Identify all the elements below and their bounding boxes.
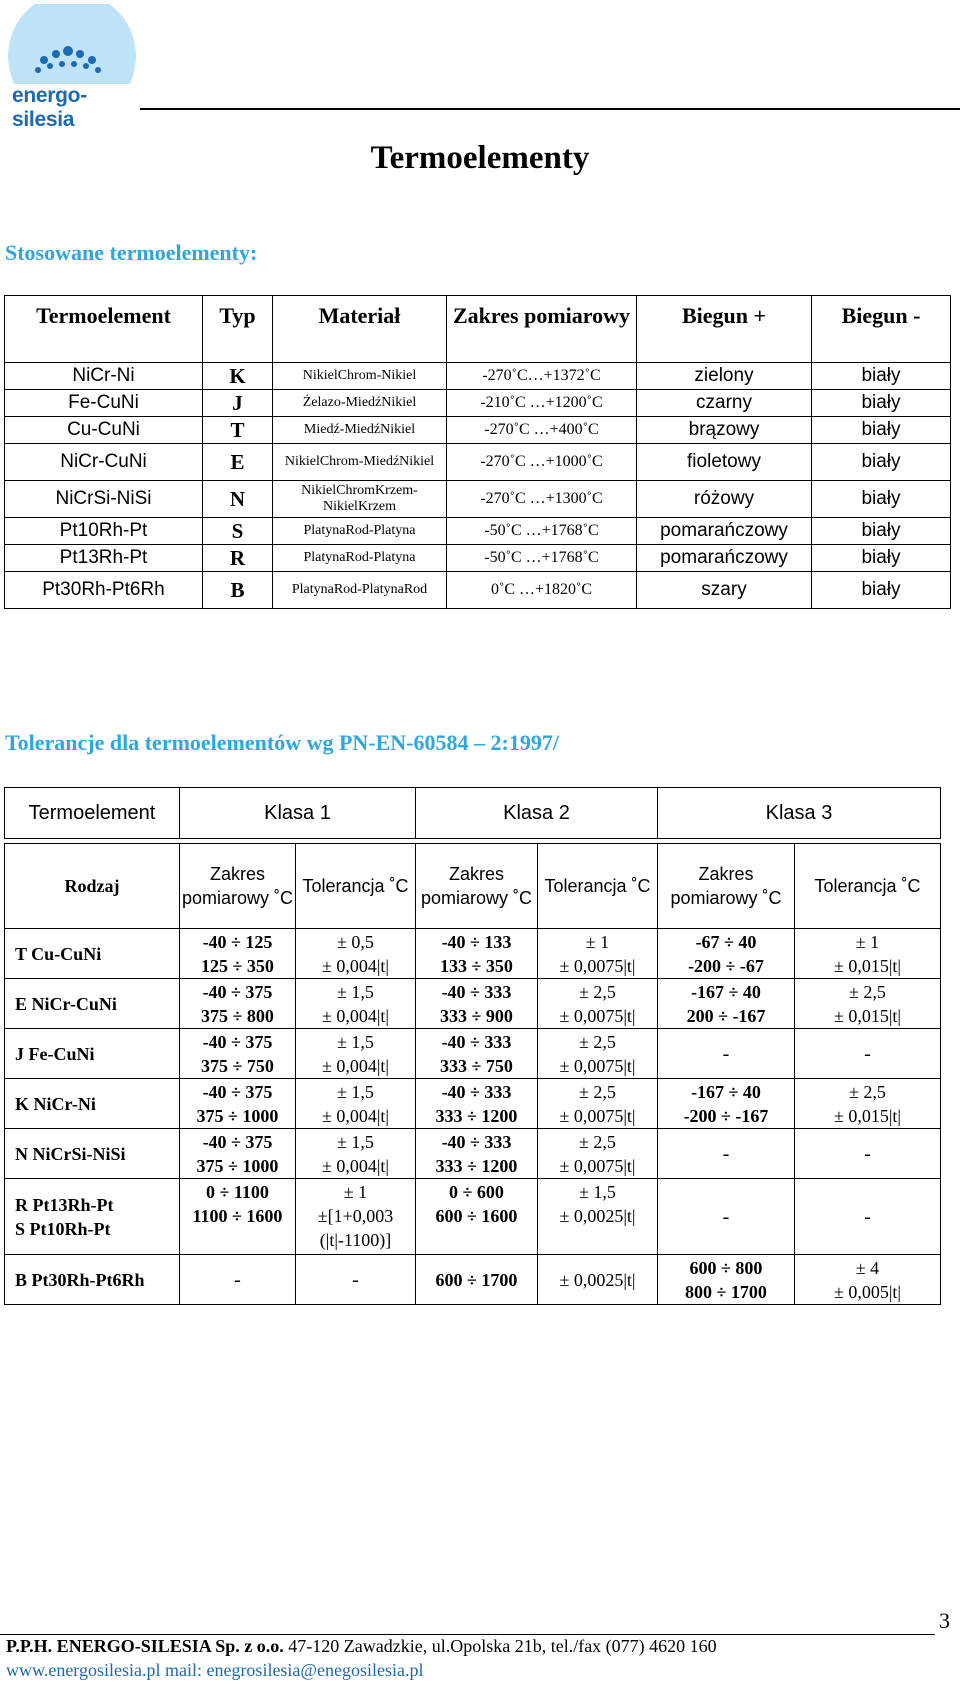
cell-pole-minus: biały	[812, 545, 951, 572]
table-row	[5, 1029, 941, 1079]
cell-type: K	[203, 363, 273, 390]
table-row	[5, 518, 951, 545]
cell-tolerance-class3: -	[795, 1179, 941, 1255]
cell-range-class2: -40 ÷ 333 333 ÷ 900	[416, 979, 538, 1029]
cell-pole-plus: pomarańczowy	[637, 545, 812, 572]
cell-range-class3: -	[658, 1029, 795, 1079]
cell-pole-minus: biały	[812, 481, 951, 518]
tolerance-table	[4, 787, 941, 1305]
cell-range: -270˚C …+1300˚C	[447, 481, 637, 518]
header-class-1: Klasa 1	[180, 788, 416, 839]
header-rule	[140, 108, 960, 110]
table-row	[5, 929, 941, 979]
footer-address: 47-120 Zawadzkie, ul.Opolska 21b, tel./fax (077) 4620 160	[283, 1636, 717, 1656]
thermocouple-table-header	[5, 296, 951, 363]
table-row	[5, 417, 951, 444]
footer-address-line	[6, 1636, 717, 1657]
cell-material: PlatynaRod-PlatynaRod	[273, 572, 447, 609]
subheader-tolerance: Tolerancja ˚C	[795, 844, 941, 929]
cell-type: T	[203, 417, 273, 444]
column-header: Zakres pomiarowy	[447, 296, 637, 363]
cell-pole-minus: biały	[812, 417, 951, 444]
cell-name: Pt10Rh-Pt	[5, 518, 203, 545]
thermocouple-table	[4, 295, 951, 609]
cell-type: R	[203, 545, 273, 572]
cell-tolerance-class2: ± 2,5 ± 0,0075|t|	[538, 1079, 658, 1129]
subheader-tolerance: Tolerancja ˚C	[296, 844, 416, 929]
section-heading-thermocouples: Stosowane termoelementy:	[5, 240, 258, 265]
cell-name: NiCrSi-NiSi	[5, 481, 203, 518]
cell-tolerance-class2: ± 2,5 ± 0,0075|t|	[538, 979, 658, 1029]
cell-tolerance-class3: -	[795, 1129, 941, 1179]
cell-tolerance-class1: ± 1,5 ± 0,004|t|	[296, 1029, 416, 1079]
cell-pole-minus: biały	[812, 444, 951, 481]
cell-range-class3: 600 ÷ 800 800 ÷ 1700	[658, 1255, 795, 1305]
header-class-2: Klasa 2	[416, 788, 658, 839]
cell-range-class2: -40 ÷ 333 333 ÷ 750	[416, 1029, 538, 1079]
cell-tolerance-class3: -	[795, 1029, 941, 1079]
table-row	[5, 572, 951, 609]
cell-tolerance-class1: -	[296, 1255, 416, 1305]
logo-graphic	[4, 4, 139, 84]
cell-material: Miedź-MiedźNikiel	[273, 417, 447, 444]
header-thermocouple: Termoelement	[5, 788, 180, 839]
cell-range-class3: -167 ÷ 40 -200 ÷ -167	[658, 1079, 795, 1129]
cell-range: -50˚C …+1768˚C	[447, 518, 637, 545]
column-header: Typ	[203, 296, 273, 363]
cell-kind: K NiCr-Ni	[5, 1079, 180, 1129]
cell-pole-minus: biały	[812, 390, 951, 417]
cell-tolerance-class1: ± 1,5 ± 0,004|t|	[296, 979, 416, 1029]
cell-tolerance-class1: ± 1,5 ± 0,004|t|	[296, 1129, 416, 1179]
cell-range-class2: -40 ÷ 333 333 ÷ 1200	[416, 1129, 538, 1179]
cell-tolerance-class2: ± 2,5 ± 0,0075|t|	[538, 1029, 658, 1079]
cell-type: B	[203, 572, 273, 609]
cell-kind: T Cu-CuNi	[5, 929, 180, 979]
cell-pole-plus: pomarańczowy	[637, 518, 812, 545]
cell-tolerance-class1: ± 1,5 ± 0,004|t|	[296, 1079, 416, 1129]
column-header: Biegun +	[637, 296, 812, 363]
cell-range-class1: -	[180, 1255, 296, 1305]
tolerance-subheader	[5, 844, 941, 929]
cell-range-class3: -167 ÷ 40 200 ÷ -167	[658, 979, 795, 1029]
cell-name: NiCr-Ni	[5, 363, 203, 390]
cell-range-class3: -67 ÷ 40 -200 ÷ -67	[658, 929, 795, 979]
footer-rule	[0, 1634, 935, 1635]
cell-range: -50˚C …+1768˚C	[447, 545, 637, 572]
cell-range-class1: 0 ÷ 1100 1100 ÷ 1600	[180, 1179, 296, 1255]
cell-material: NikielChrom-Nikiel	[273, 363, 447, 390]
cell-range-class1: -40 ÷ 125 125 ÷ 350	[180, 929, 296, 979]
cell-tolerance-class2: ± 2,5 ± 0,0075|t|	[538, 1129, 658, 1179]
cell-kind: J Fe-CuNi	[5, 1029, 180, 1079]
cell-tolerance-class2: ± 0,0025|t|	[538, 1255, 658, 1305]
cell-range-class2: 600 ÷ 1700	[416, 1255, 538, 1305]
cell-tolerance-class1: ± 0,5 ± 0,004|t|	[296, 929, 416, 979]
subheader-tolerance: Tolerancja ˚C	[538, 844, 658, 929]
cell-pole-plus: fioletowy	[637, 444, 812, 481]
section-heading-tolerances: Tolerancje dla termoelementów wg PN-EN-60584 – 2:1997/	[5, 730, 559, 755]
column-header: Termoelement	[5, 296, 203, 363]
cell-material: NikielChrom-MiedźNikiel	[273, 444, 447, 481]
cell-pole-plus: zielony	[637, 363, 812, 390]
header-class-3: Klasa 3	[658, 788, 941, 839]
cell-range-class3: -	[658, 1129, 795, 1179]
logo-text: energo-silesia	[12, 84, 87, 131]
cell-tolerance-class2: ± 1,5 ± 0,0025|t|	[538, 1179, 658, 1255]
cell-kind: E NiCr-CuNi	[5, 979, 180, 1029]
cell-range: 0˚C …+1820˚C	[447, 572, 637, 609]
table-row	[5, 1179, 941, 1255]
cell-pole-plus: szary	[637, 572, 812, 609]
subheader-range: Zakres pomiarowy ˚C	[658, 844, 795, 929]
column-header: Materiał	[273, 296, 447, 363]
cell-pole-plus: różowy	[637, 481, 812, 518]
cell-tolerance-class3: ± 4 ± 0,005|t|	[795, 1255, 941, 1305]
table-row	[5, 1129, 941, 1179]
cell-tolerance-class3: ± 2,5 ± 0,015|t|	[795, 1079, 941, 1129]
cell-kind: N NiCrSi-NiSi	[5, 1129, 180, 1179]
table-row	[5, 390, 951, 417]
cell-tolerance-class3: ± 1 ± 0,015|t|	[795, 929, 941, 979]
cell-material: NikielChromKrzem-NikielKrzem	[273, 481, 447, 518]
cell-range-class1: -40 ÷ 375 375 ÷ 800	[180, 979, 296, 1029]
cell-kind: R Pt13Rh-Pt S Pt10Rh-Pt	[5, 1179, 180, 1255]
table-row	[5, 363, 951, 390]
cell-type: N	[203, 481, 273, 518]
cell-range-class2: -40 ÷ 333 333 ÷ 1200	[416, 1079, 538, 1129]
cell-range: -210˚C …+1200˚C	[447, 390, 637, 417]
cell-range: -270˚C …+400˚C	[447, 417, 637, 444]
cell-range-class1: -40 ÷ 375 375 ÷ 1000	[180, 1129, 296, 1179]
cell-kind: B Pt30Rh-Pt6Rh	[5, 1255, 180, 1305]
cell-material: PlatynaRod-Platyna	[273, 518, 447, 545]
cell-pole-minus: biały	[812, 518, 951, 545]
cell-range: -270˚C …+1000˚C	[447, 444, 637, 481]
table-row	[5, 481, 951, 518]
footer-company: P.P.H. ENERGO-SILESIA Sp. z o.o.	[6, 1636, 284, 1656]
cell-pole-plus: czarny	[637, 390, 812, 417]
cell-range: -270˚C…+1372˚C	[447, 363, 637, 390]
subheader-kind: Rodzaj	[5, 844, 180, 929]
cell-name: NiCr-CuNi	[5, 444, 203, 481]
cell-tolerance-class1: ± 1 ±[1+0,003 (|t|-1100)]	[296, 1179, 416, 1255]
table-row	[5, 545, 951, 572]
cell-type: E	[203, 444, 273, 481]
cell-name: Pt30Rh-Pt6Rh	[5, 572, 203, 609]
table-row	[5, 1079, 941, 1129]
cell-type: J	[203, 390, 273, 417]
cell-range-class3: -	[658, 1179, 795, 1255]
cell-name: Cu-CuNi	[5, 417, 203, 444]
cell-range-class2: 0 ÷ 600 600 ÷ 1600	[416, 1179, 538, 1255]
cell-type: S	[203, 518, 273, 545]
table-row	[5, 1255, 941, 1305]
cell-range-class1: -40 ÷ 375 375 ÷ 1000	[180, 1079, 296, 1129]
tolerance-table-header	[5, 788, 941, 839]
page-number: 3	[939, 1608, 950, 1633]
cell-material: Żelazo-MiedźNikiel	[273, 390, 447, 417]
cell-range-class2: -40 ÷ 133 133 ÷ 350	[416, 929, 538, 979]
cell-pole-minus: biały	[812, 363, 951, 390]
cell-tolerance-class2: ± 1 ± 0,0075|t|	[538, 929, 658, 979]
cell-pole-minus: biały	[812, 572, 951, 609]
page-title: Termoelementy	[370, 140, 590, 176]
table-row	[5, 979, 941, 1029]
cell-name: Pt13Rh-Pt	[5, 545, 203, 572]
subheader-range: Zakres pomiarowy ˚C	[416, 844, 538, 929]
subheader-range: Zakres pomiarowy ˚C	[180, 844, 296, 929]
cell-tolerance-class3: ± 2,5 ± 0,015|t|	[795, 979, 941, 1029]
footer-contact[interactable]: www.energosilesia.pl mail: enegrosilesia@enegosilesia.pl	[6, 1660, 424, 1680]
company-logo	[4, 4, 139, 131]
table-row	[5, 444, 951, 481]
column-header: Biegun -	[812, 296, 951, 363]
cell-pole-plus: brązowy	[637, 417, 812, 444]
cell-material: PlatynaRod-Platyna	[273, 545, 447, 572]
cell-range-class1: -40 ÷ 375 375 ÷ 750	[180, 1029, 296, 1079]
cell-name: Fe-CuNi	[5, 390, 203, 417]
